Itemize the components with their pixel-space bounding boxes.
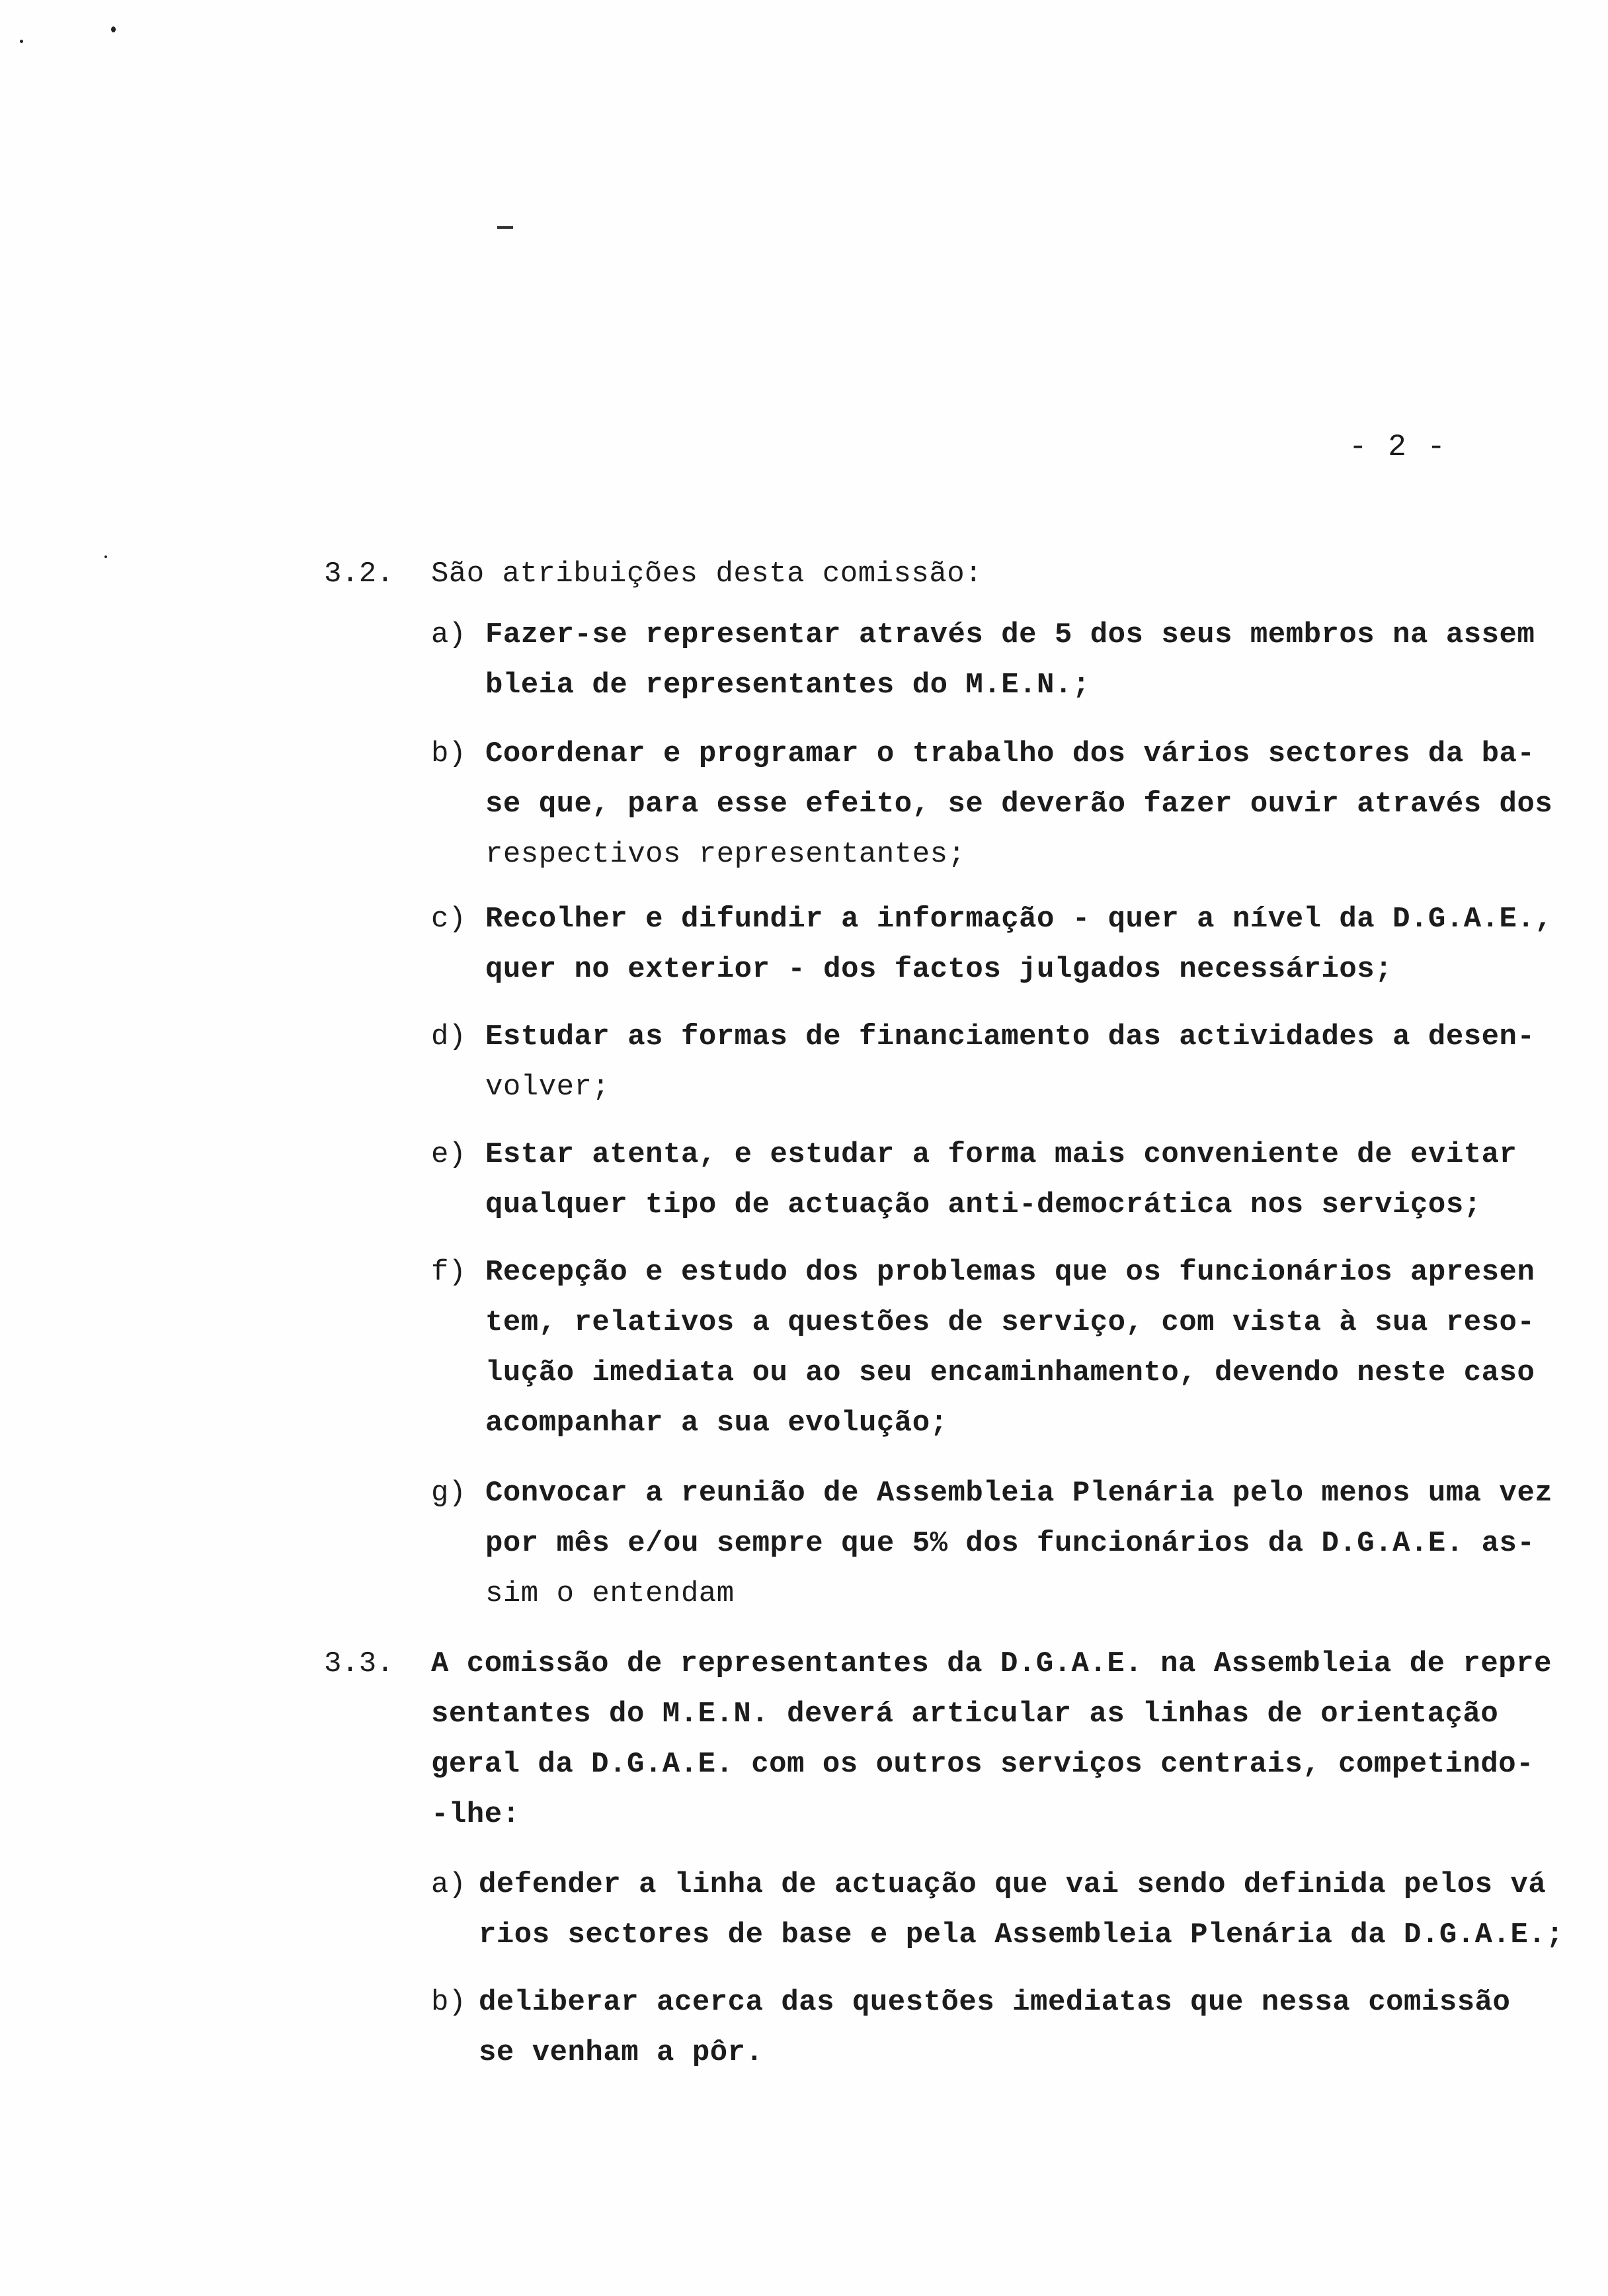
list-item-line: bleia de representantes do M.E.N.;: [485, 669, 1090, 702]
section-intro-line: -lhe:: [431, 1798, 520, 1831]
list-item-line: acompanhar a sua evolução;: [485, 1407, 948, 1440]
list-item-line: se venham a pôr.: [479, 2036, 764, 2069]
list-item-line: Recolher e difundir a informação - quer a nível da D.G.A.E.,: [485, 903, 1553, 936]
list-item-line: deliberar acerca das questões imediatas que nessa comissão: [479, 1986, 1511, 2019]
scan-speck: [111, 26, 116, 32]
section-intro-line: A comissão de representantes da D.G.A.E. na Assembleia de repre: [431, 1647, 1552, 1680]
section-number: 3.2.: [324, 557, 394, 591]
list-item-marker: f): [431, 1256, 466, 1289]
section-heading: São atribuições desta comissão:: [431, 557, 983, 591]
list-item-line: qualquer tipo de actuação anti-democrática nos serviços;: [485, 1188, 1482, 1221]
list-item-marker: b): [431, 1986, 466, 2019]
scan-speck: [104, 555, 107, 558]
list-item-line: Convocar a reunião de Assembleia Plenária pelo menos uma vez: [485, 1477, 1553, 1510]
list-item-line: quer no exterior - dos factos julgados necessários;: [485, 953, 1393, 986]
list-item-marker: c): [431, 903, 466, 936]
list-item-line: defender a linha de actuação que vai sendo definida pelos vá: [479, 1868, 1547, 1901]
list-item-marker: d): [431, 1020, 466, 1053]
list-item-line: por mês e/ou sempre que 5% dos funcionários da D.G.A.E. as-: [485, 1527, 1535, 1560]
list-item-line: volver;: [485, 1071, 610, 1104]
list-item-line: Fazer-se representar através de 5 dos seus membros na assem: [485, 618, 1535, 651]
list-item-line: Recepção e estudo dos problemas que os funcionários apresen: [485, 1256, 1535, 1289]
scan-speck: [20, 40, 23, 43]
list-item-marker: g): [431, 1477, 466, 1510]
list-item-line: Estar atenta, e estudar a forma mais conveniente de evitar: [485, 1138, 1517, 1171]
scan-dash: [497, 226, 513, 229]
list-item-line: respectivos representantes;: [485, 838, 966, 871]
list-item-line: se que, para esse efeito, se deverão fazer ouvir através dos: [485, 788, 1553, 821]
list-item-line: lução imediata ou ao seu encaminhamento, devendo neste caso: [485, 1356, 1535, 1389]
list-item-marker: e): [431, 1138, 466, 1171]
page-number: - 2 -: [1349, 430, 1447, 464]
list-item-line: sim o entendam: [485, 1577, 735, 1610]
list-item-marker: a): [431, 618, 466, 651]
list-item-line: tem, relativos a questões de serviço, com vista à sua reso-: [485, 1306, 1535, 1339]
section-number: 3.3.: [324, 1647, 394, 1680]
list-item-line: rios sectores de base e pela Assembleia Plenária da D.G.A.E.;: [479, 1918, 1564, 1951]
list-item-line: Coordenar e programar o trabalho dos vários sectores da ba-: [485, 737, 1535, 770]
list-item-line: Estudar as formas de financiamento das actividades a desen-: [485, 1020, 1535, 1053]
section-intro-line: sentantes do M.E.N. deverá articular as linhas de orientação: [431, 1698, 1499, 1731]
list-item-marker: a): [431, 1868, 466, 1901]
list-item-marker: b): [431, 737, 466, 770]
section-intro-line: geral da D.G.A.E. com os outros serviços centrais, competindo-: [431, 1748, 1535, 1781]
